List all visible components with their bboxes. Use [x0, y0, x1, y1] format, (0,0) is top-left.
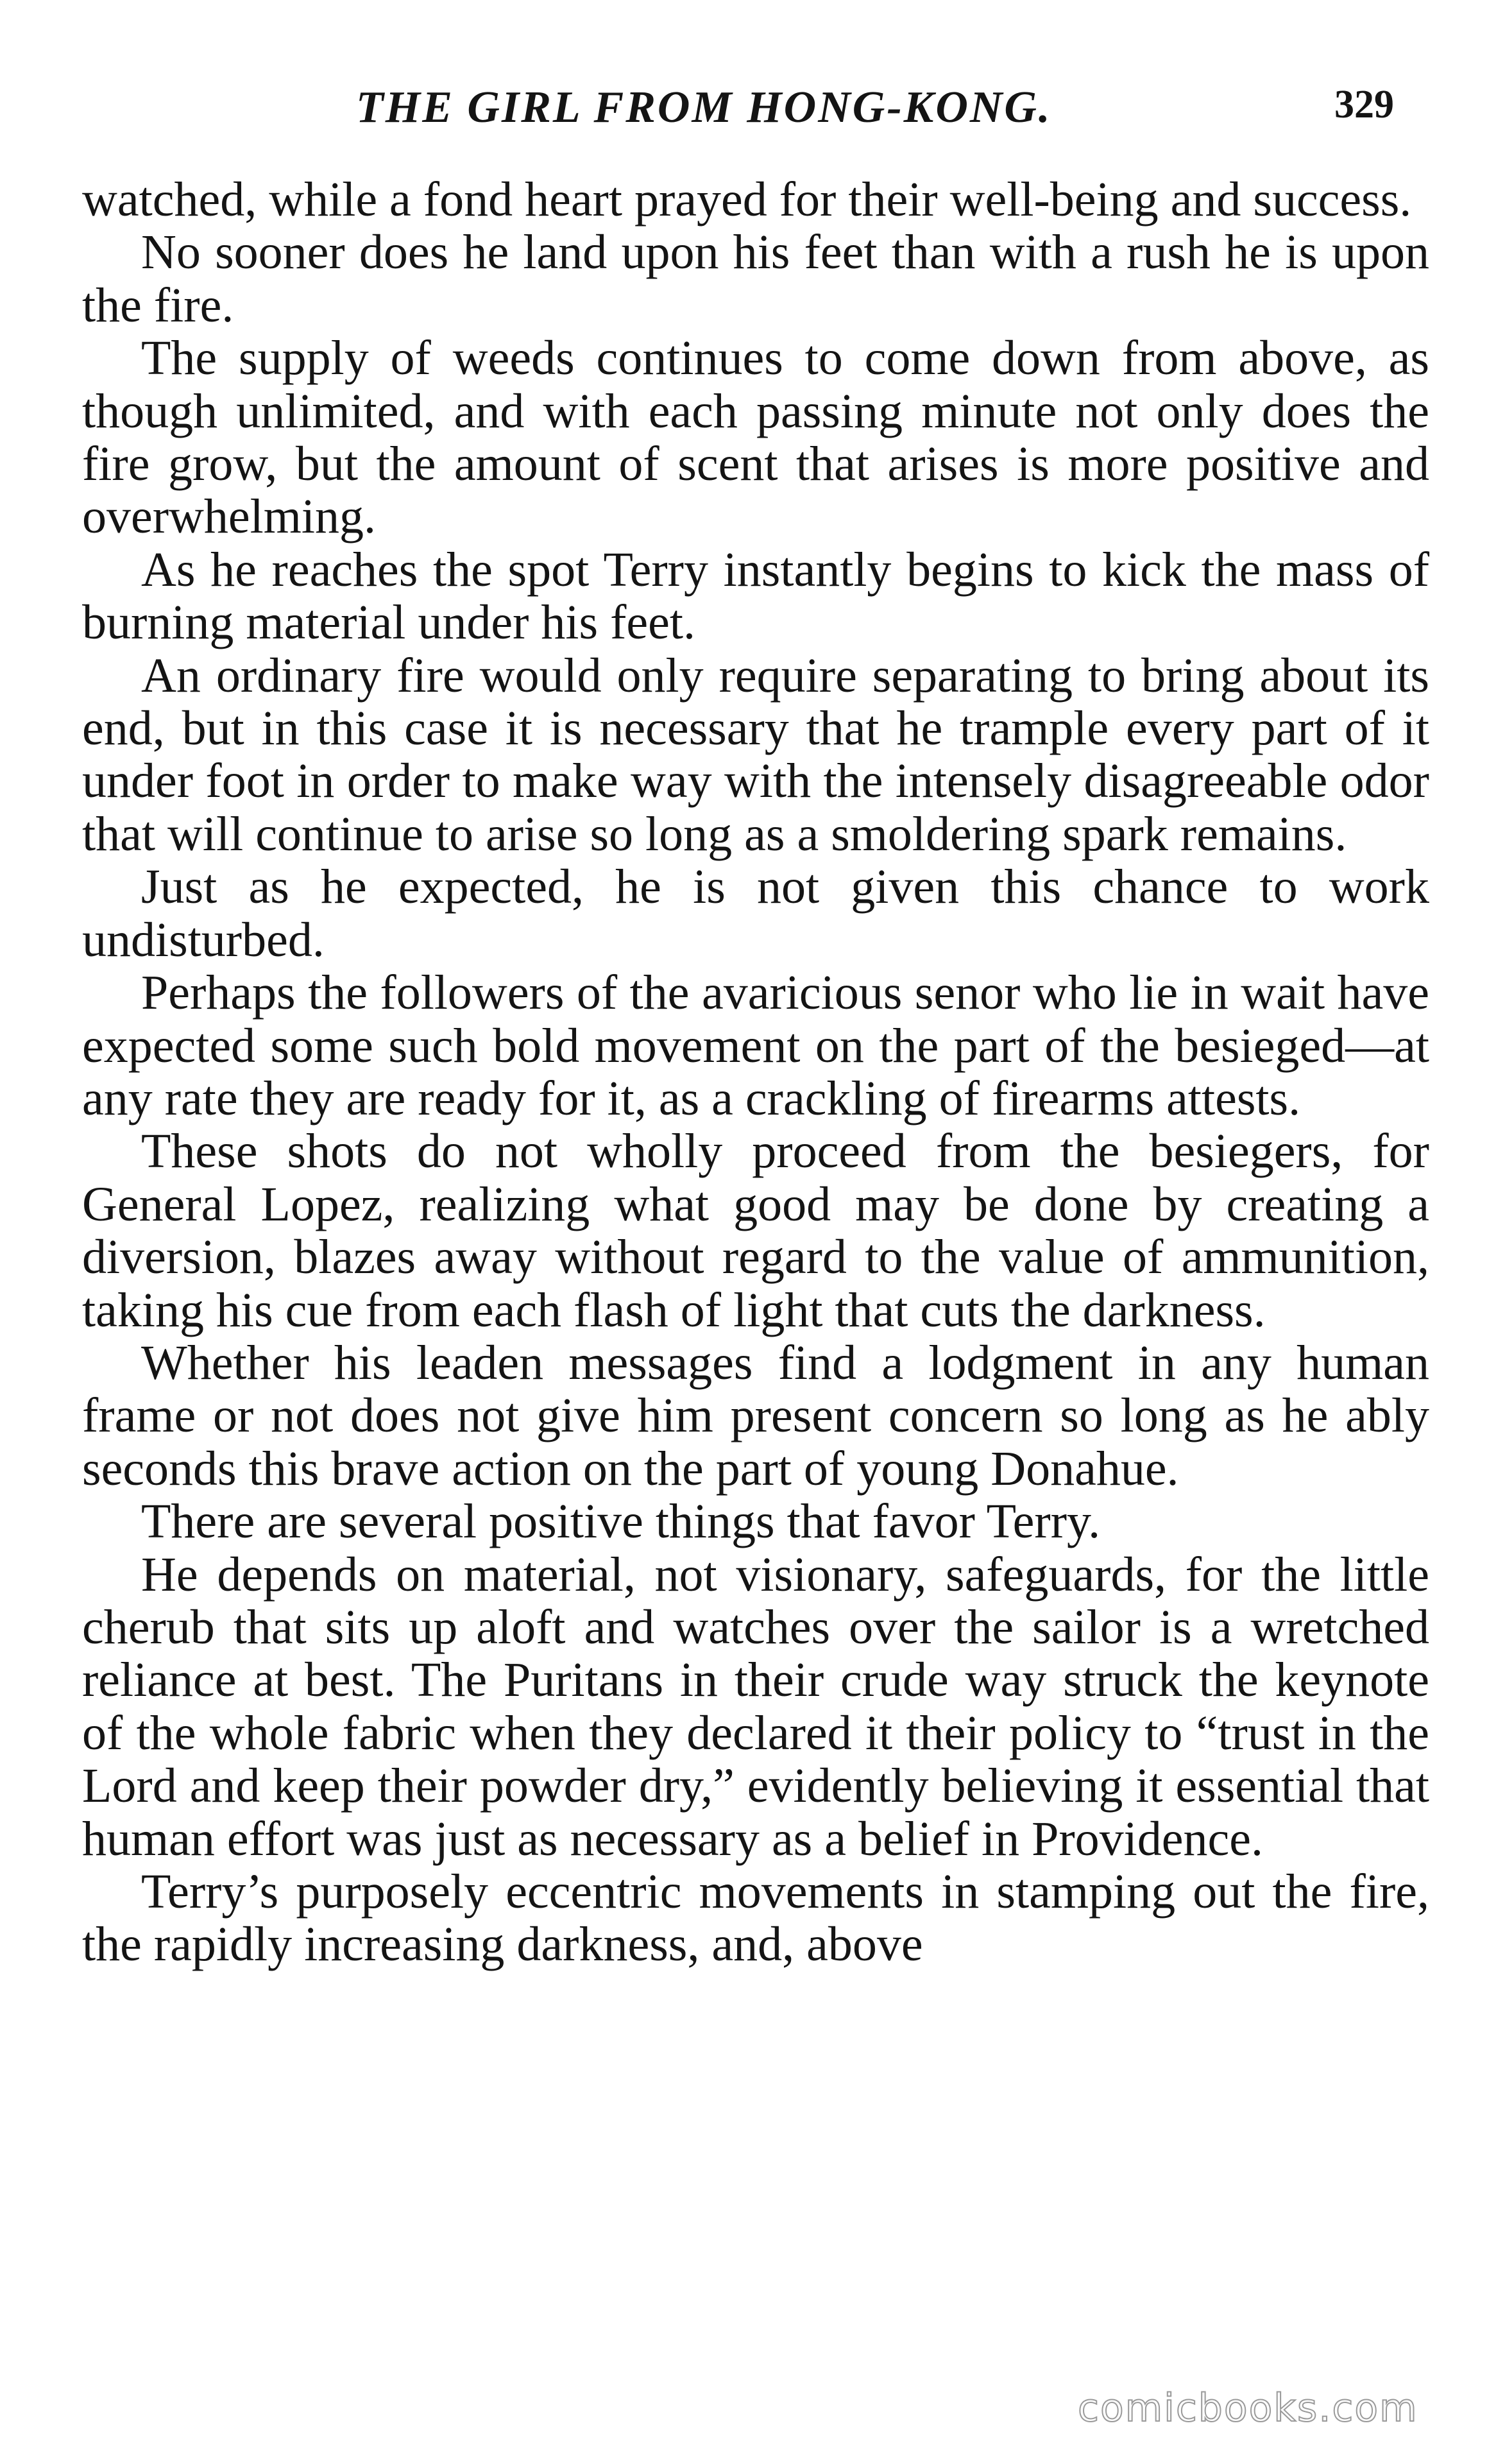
body-text	[82, 173, 1429, 1971]
running-title: THE GIRL FROM HONG-KONG.	[356, 83, 1052, 132]
paragraph: There are several positive things that favor Terry.	[141, 1494, 1101, 1549]
paragraph: As he reaches the spot Terry instantly begins to kick the mass of burning material under his feet.	[82, 542, 1429, 650]
watermark: comicbooks.com	[1078, 2386, 1418, 2431]
paragraph: No sooner does he land upon his feet than with a rush he is upon the fire.	[82, 225, 1429, 332]
paragraph: The supply of weeds continues to come down from above, as though unlimited, and with each passing minute not only does the fire grow, but the amount of scent that arises is more positive and overwhelming.	[82, 331, 1429, 544]
running-head	[0, 82, 1505, 159]
paragraph-continued: watched, while a fond heart prayed for their well-being and success.	[82, 173, 1412, 227]
paragraph: Whether his leaden messages find a lodgment in any human frame or not does not give him present concern so long as he ably seconds this brave action on the part of young Donahue.	[82, 1335, 1429, 1496]
paragraph: He depends on material, not visionary, safeguards, for the little cherub that sits up aloft and watches over the sailor is a wretched reliance at best. The Puritans in their crude way struck the keynote of the whole fabric when they declared it their policy to “trust in the Lord and keep their powder dry,” evidently believing it essential that human effort was just as necessary as a belief in Providence.	[82, 1547, 1429, 1866]
paragraph: Perhaps the followers of the avaricious senor who lie in wait have expected some such bold movement on the part of the besieged—at any rate they are ready for it, as a crackling of firearms attests.	[82, 966, 1429, 1125]
paragraph: Terry’s purposely eccentric movements in stamping out the fire, the rapidly increasing darkness, and, above	[82, 1865, 1429, 1972]
paragraph: Just as he expected, he is not given this chance to work undisturbed.	[82, 860, 1429, 967]
paragraph: These shots do not wholly proceed from the besiegers, for General Lopez, realizing what good may be done by creating a diversion, blazes away without regard to the value of ammunition, taking his cue from each flash of light that cuts the darkness.	[82, 1124, 1429, 1337]
paragraph: An ordinary fire would only require separating to bring about its end, but in this case it is necessary that he trample every part of it under foot in order to make way with the intensely disagreeable odor that will continue to arise so long as a smoldering spark remains.	[82, 648, 1429, 861]
page-number: 329	[1334, 83, 1394, 126]
